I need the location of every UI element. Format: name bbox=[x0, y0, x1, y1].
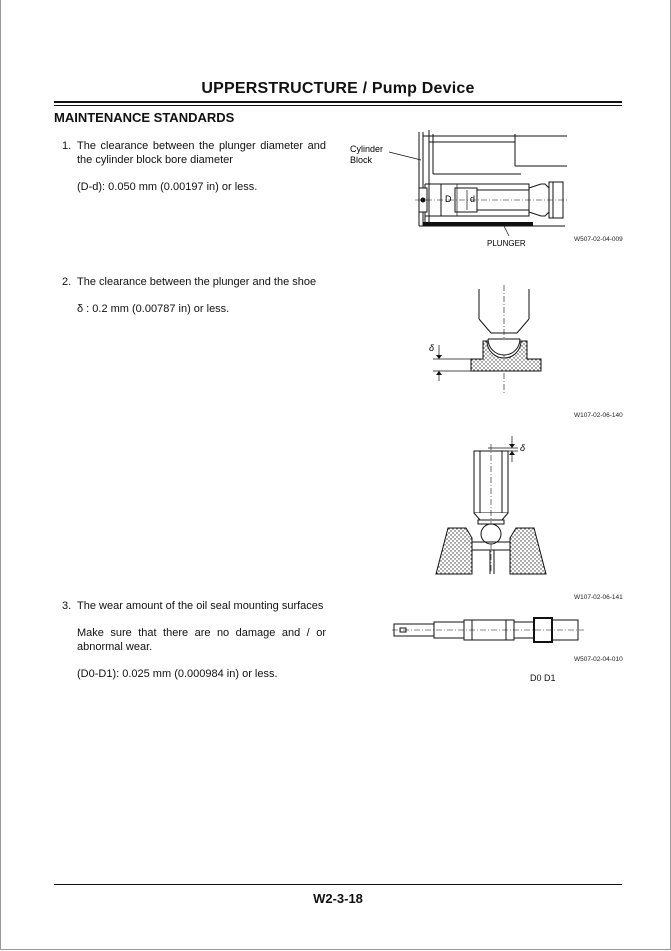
item-3-value: (D0-D1): 0.025 mm (0.000984 in) or less. bbox=[77, 668, 278, 680]
item-1 bbox=[62, 139, 326, 169]
item-3 bbox=[62, 599, 326, 655]
label-delta: δ bbox=[520, 443, 526, 453]
item-number: 3. bbox=[62, 600, 72, 612]
item-text-2: Make sure that there are no damage and / or abnormal wear. bbox=[77, 627, 326, 653]
label-d0-d1: D0 D1 bbox=[530, 673, 556, 683]
label-block: Block bbox=[350, 155, 373, 165]
item-1-value: (D-d): 0.050 mm (0.00197 in) or less. bbox=[77, 181, 258, 193]
label-d: d bbox=[470, 194, 476, 204]
label-delta: δ bbox=[429, 343, 435, 353]
figure-code: W507-02-04-009 bbox=[574, 236, 623, 243]
page-title: UPPERSTRUCTURE / Pump Device bbox=[201, 80, 475, 97]
shaft-figure bbox=[392, 612, 584, 648]
cylinder-plunger-figure bbox=[345, 128, 625, 253]
plunger-shoe-figure bbox=[425, 285, 555, 400]
label-cylinder: Cylinder bbox=[350, 144, 384, 154]
item-text: The wear amount of the oil seal mounting surfaces bbox=[77, 600, 324, 612]
header-rule bbox=[54, 101, 622, 103]
item-2-value: δ : 0.2 mm (0.00787 in) or less. bbox=[77, 303, 230, 315]
label-D: D bbox=[445, 194, 452, 204]
label-plunger: PLUNGER bbox=[487, 239, 526, 248]
figure-code: W107-02-06-141 bbox=[574, 594, 623, 601]
footer-rule bbox=[54, 884, 622, 885]
item-text: The clearance between the plunger diameter and the cylinder block bore diameter bbox=[77, 140, 326, 166]
page-number: W2-3-18 bbox=[313, 891, 363, 906]
item-text: The clearance between the plunger and the shoe bbox=[77, 276, 317, 288]
item-2 bbox=[62, 275, 326, 291]
header-rule-thin bbox=[54, 105, 622, 106]
plunger-axial-figure bbox=[432, 432, 550, 580]
section-title: MAINTENANCE STANDARDS bbox=[54, 110, 235, 125]
item-number: 2. bbox=[62, 276, 72, 288]
item-number: 1. bbox=[62, 140, 72, 152]
figure-code: W107-02-06-140 bbox=[574, 412, 623, 419]
figure-code: W507-02-04-010 bbox=[574, 656, 623, 663]
